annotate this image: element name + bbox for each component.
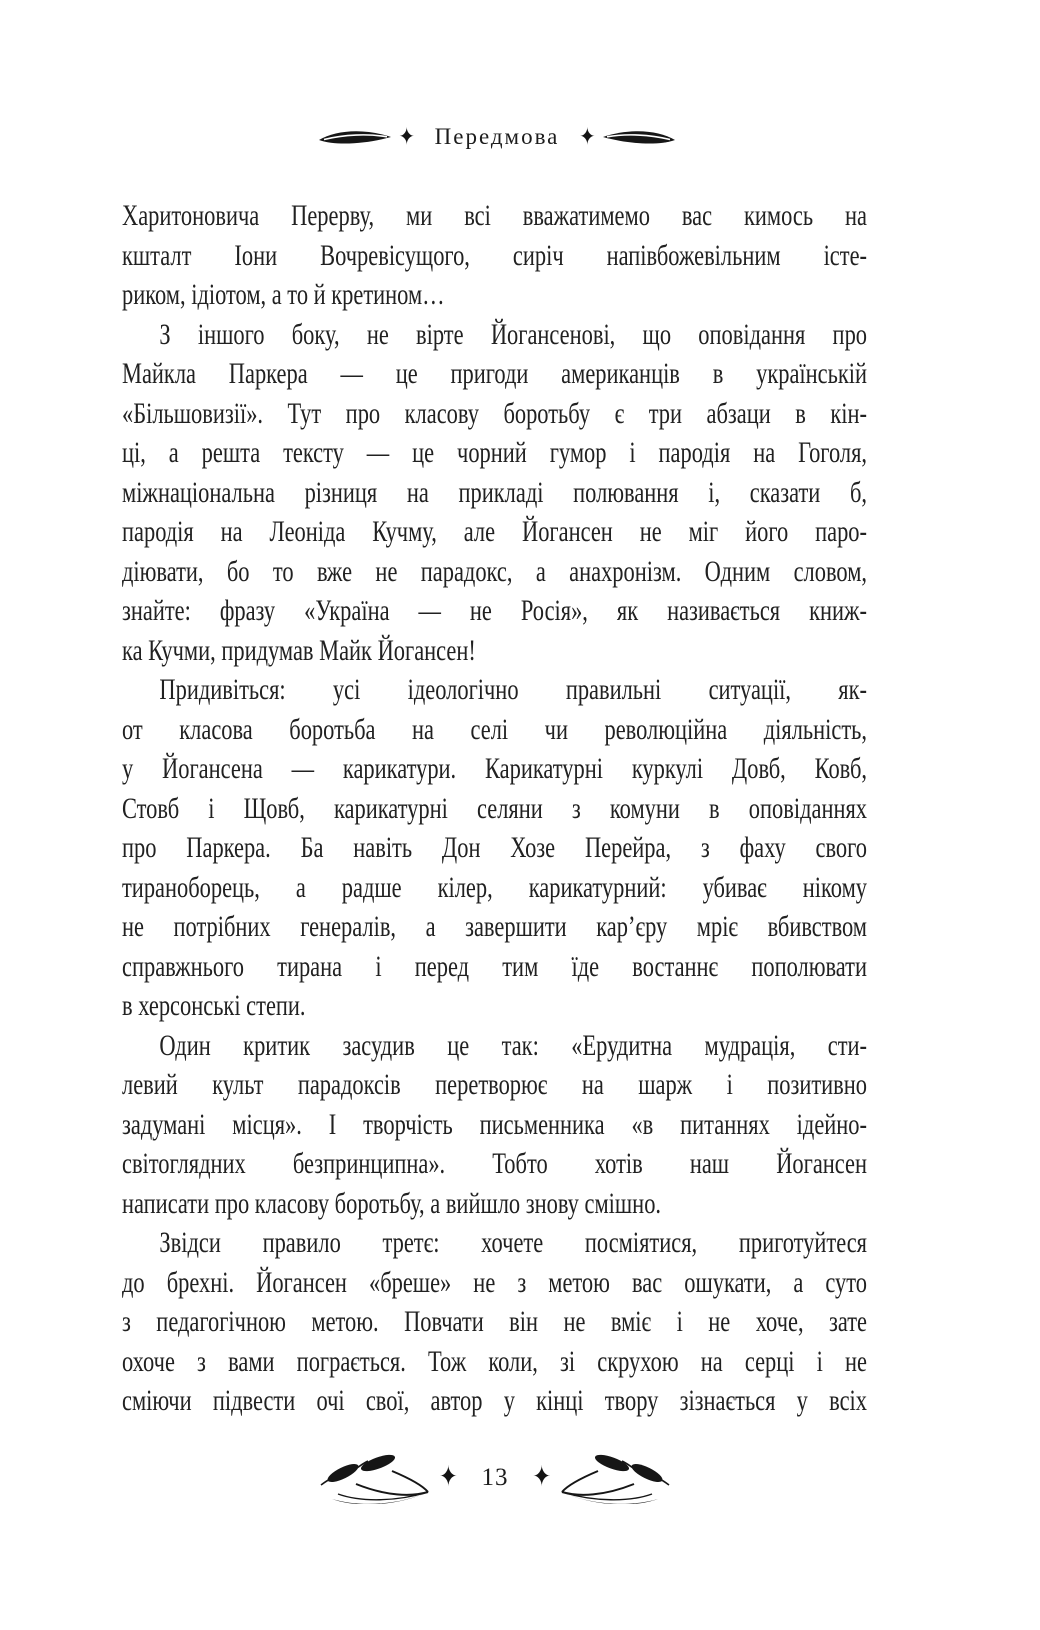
- paragraph: [122, 1223, 867, 1421]
- chapter-title: Передмова: [434, 124, 560, 149]
- text-line: міжнаціональна різниця на прикладі полювання і, сказати б,: [122, 475, 868, 509]
- text-line: Придивіться: усі ідеологічно правильні ситуації, як-: [159, 673, 868, 706]
- paragraph: [122, 196, 867, 315]
- text-line: задумані місця». І творчість письменника «в питаннях ідейно-: [122, 1107, 868, 1141]
- reed-ornament-right-icon: [558, 1452, 674, 1504]
- page-footer: [0, 1452, 990, 1504]
- text-line: от класова боротьба на селі чи революційна діяльність,: [122, 712, 868, 746]
- chapter-header: [0, 124, 994, 150]
- text-line: справжнього тирана і перед тим їде востаннє пополювати: [122, 949, 868, 983]
- text-line: Майкла Паркера — це пригоди американців в українській: [122, 357, 868, 390]
- text-line: знайте: фразу «Україна — не Росія», як називається книж-: [122, 594, 868, 627]
- diamond-icon: ✦: [579, 122, 596, 151]
- paragraph: [122, 315, 867, 671]
- text-line: ці, а решта тексту — це чорний гумор і пародія на Гоголя,: [122, 436, 868, 469]
- paragraph: [122, 670, 867, 1026]
- text-line: Один критик засудив це так: «Ерудитна мудрація, сти-: [159, 1028, 868, 1062]
- body-text: [122, 196, 867, 1421]
- text-line: пародія на Леоніда Кучму, але Йогансен не міг його паро-: [122, 515, 868, 548]
- text-line: про Паркера. Ба навіть Дон Хозе Перейра, з фаху свого: [122, 831, 868, 864]
- leaf-ornament-right-icon: [602, 127, 676, 147]
- leaf-ornament-left-icon: [318, 127, 392, 147]
- text-line: з педагогічною метою. Повчати він не вміє і не хоче, зате: [122, 1305, 868, 1338]
- text-line: Харитоновича Перерву, ми всі вважатимемо вас кимось на: [122, 199, 868, 232]
- text-line: не потрібних генералів, а завершити кар’єру мріє вбивством: [122, 910, 868, 943]
- text-line: сміючи підвести очі свої, автор у кінці твору зізнається у всіх: [122, 1384, 868, 1417]
- diamond-icon: ✦: [398, 122, 415, 151]
- text-line: «Більшовизії». Тут про класову боротьбу є три абзаци в кін-: [122, 396, 868, 430]
- diamond-icon: ✦: [532, 1461, 551, 1494]
- text-line: Стовб і Щовб, карикатурні селяни з комуни в оповіданнях: [122, 791, 868, 825]
- text-line: тираноборець, а радше кілер, карикатурний: убиває нікому: [122, 870, 868, 904]
- text-line: З іншого боку, не вірте Йогансенові, що оповідання про: [159, 317, 868, 351]
- reed-ornament-left-icon: [316, 1452, 432, 1504]
- text-line: левий культ парадоксів перетворює на шарж і позитивно: [122, 1068, 868, 1101]
- text-line: написати про класову боротьбу, а вийшло знову смішно.: [122, 1186, 662, 1220]
- text-line: в херсонські степи.: [122, 989, 306, 1022]
- text-line: риком, ідіотом, а то й кретином…: [122, 278, 445, 311]
- text-line: ка Кучми, придумав Майк Йогансен!: [122, 633, 476, 667]
- text-line: охоче з вами пограється. Тож коли, зі скрухою на серці і не: [122, 1344, 868, 1378]
- text-line: світоглядних безпринципна». Тобто хотів наш Йогансен: [122, 1147, 868, 1180]
- text-line: до брехні. Йогансен «бреше» не з метою вас ошукати, а суто: [122, 1265, 868, 1299]
- diamond-icon: ✦: [439, 1461, 458, 1494]
- text-line: у Йогансена — карикатури. Карикатурні куркулі Довб, Ковб,: [122, 752, 868, 785]
- text-line: кшталт Іони Вочревісущого, сиріч напівбожевільним істе-: [122, 238, 868, 272]
- text-line: діювати, бо то вже не парадокс, а анахронізм. Одним словом,: [122, 554, 868, 588]
- paragraph: [122, 1026, 867, 1224]
- page-number: 13: [481, 1464, 509, 1491]
- text-line: Звідси правило третє: хочете посміятися, приготуйтеся: [159, 1226, 868, 1259]
